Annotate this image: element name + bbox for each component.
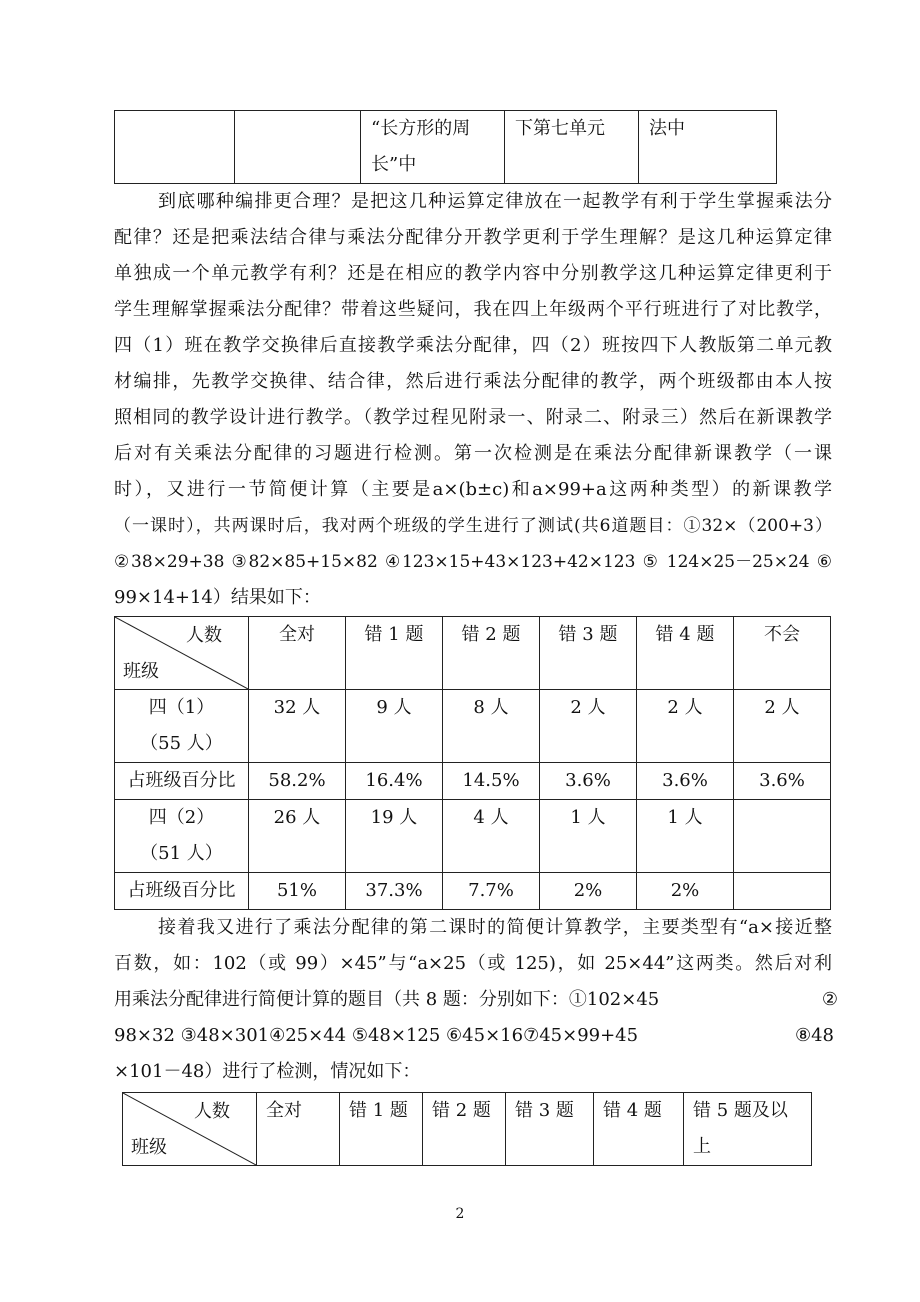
top-table-cell — [115, 111, 235, 184]
corner-bottom-label: 班级 — [123, 661, 159, 682]
column-header: 错 5 题及以上 — [684, 1093, 812, 1166]
text-line: 学生理解掌握乘法分配律？带着这些疑问，我在四上年级两个平行班进行了对比教学， — [114, 299, 832, 320]
text-line: 时），又进行一节简便计算（主要是a×(b±c)和a×99+a这两种类型）的新课教学 — [114, 479, 832, 500]
corner-top-label: 人数 — [186, 625, 222, 646]
text-line: 材编排，先教学交换律、结合律，然后进行乘法分配律的教学，两个班级都由本人按 — [114, 371, 832, 392]
table-cell: 3.6% — [637, 763, 734, 800]
table-row — [115, 873, 831, 910]
table-cell: 19 人 — [346, 800, 443, 873]
paragraph-2 — [114, 910, 838, 1090]
column-header: 不会 — [734, 617, 831, 690]
table-cell: 2% — [637, 873, 734, 910]
diagonal-header-cell — [115, 617, 249, 690]
column-header: 全对 — [249, 617, 346, 690]
results-table-1 — [114, 616, 831, 910]
diagonal-header-cell — [123, 1093, 257, 1166]
top-table-cell — [235, 111, 361, 184]
circled-mark: ② — [821, 989, 838, 1010]
table-row — [115, 763, 831, 800]
table-cell — [734, 800, 831, 873]
table-cell: 2 人 — [540, 690, 637, 763]
column-header: 错 3 题 — [540, 617, 637, 690]
table-cell: 3.6% — [540, 763, 637, 800]
table-row — [115, 800, 831, 873]
table-row — [115, 690, 831, 763]
page-number: 2 — [455, 1206, 465, 1222]
text-line: 后对有关乘法分配律的习题进行检测。第一次检测是在乘法分配律新课教学（一课 — [114, 443, 832, 464]
table-cell: 32 人 — [249, 690, 346, 763]
table-cell — [734, 873, 831, 910]
column-header: 错 2 题 — [423, 1093, 506, 1166]
text-line: 用乘法分配律进行简便计算的题目（共 8 题：分别如下：①102×45 ② — [114, 982, 832, 1018]
table-cell: 1 人 — [637, 800, 734, 873]
row-label: 占班级百分比 — [115, 763, 249, 800]
table-cell: 58.2% — [249, 763, 346, 800]
row-label: 占班级百分比 — [115, 873, 249, 910]
table-cell: 2% — [540, 873, 637, 910]
text-line: 接着我又进行了乘法分配律的第二课时的简便计算教学，主要类型有“a×接近整 — [158, 917, 832, 938]
table-header-row — [115, 617, 831, 690]
text-line: 99×14+14）结果如下： — [114, 587, 321, 608]
table-cell: 3.6% — [734, 763, 831, 800]
table-cell: 1 人 — [540, 800, 637, 873]
top-table-cell: 下第七单元 — [505, 111, 639, 184]
table-header-row — [123, 1093, 812, 1166]
column-header: 错 2 题 — [443, 617, 540, 690]
table-cell: 9 人 — [346, 690, 443, 763]
column-header: 错 4 题 — [637, 617, 734, 690]
column-header: 全对 — [257, 1093, 340, 1166]
table-cell: 2 人 — [637, 690, 734, 763]
text-line: 单独成一个单元教学有利？还是在相应的教学内容中分别教学这几种运算定律更利于 — [114, 263, 832, 284]
column-header: 错 1 题 — [340, 1093, 423, 1166]
table-cell: 26 人 — [249, 800, 346, 873]
table-cell: 14.5% — [443, 763, 540, 800]
text-line: 配律？还是把乘法结合律与乘法分配律分开教学更利于学生理解？是这几种运算定律 — [114, 227, 832, 248]
paragraph-1 — [114, 184, 832, 616]
table-cell: 37.3% — [346, 873, 443, 910]
row-label: 四（2） （51 人） — [115, 800, 249, 873]
table-cell: 2 人 — [734, 690, 831, 763]
column-header: 错 1 题 — [346, 617, 443, 690]
corner-top-label: 人数 — [194, 1101, 230, 1122]
circled-mark: ⑧48 — [794, 1025, 834, 1046]
results-table-2 — [122, 1092, 812, 1166]
text-line: 到底哪种编排更合理？是把这几种运算定律放在一起教学有利于学生掌握乘法分 — [158, 191, 832, 212]
text-line: （一课时），共两课时后，我对两个班级的学生进行了测试(共6道题目：①32×（200+3） — [114, 516, 832, 536]
corner-bottom-label: 班级 — [131, 1137, 167, 1158]
row-label: 四（1） （55 人） — [115, 690, 249, 763]
top-table-cell: 法中 — [639, 111, 777, 184]
text-line: 98×32 ③48×301④25×44 ⑤48×125 ⑥45×16⑦45×99+45 ⑧48 — [114, 1018, 832, 1054]
table-cell: 8 人 — [443, 690, 540, 763]
table-cell: 7.7% — [443, 873, 540, 910]
top-table — [114, 110, 777, 184]
column-header: 错 4 题 — [594, 1093, 684, 1166]
text-line: 四（1）班在教学交换律后直接教学乘法分配律，四（2）班按四下人教版第二单元教 — [114, 335, 832, 356]
table-cell: 4 人 — [443, 800, 540, 873]
table-cell: 16.4% — [346, 763, 443, 800]
text-line: 百数，如：102（或 99）×45”与“a×25（或 125)，如 25×44”这两类。然后对利 — [114, 953, 832, 974]
text-line: ×101－48）进行了检测，情况如下： — [114, 1061, 421, 1082]
table-cell: 51% — [249, 873, 346, 910]
top-table-cell: “长方形的周长”中 — [361, 111, 505, 184]
text-line: 照相同的教学设计进行教学。（教学过程见附录一、附录二、附录三）然后在新课教学 — [114, 407, 832, 428]
column-header: 错 3 题 — [506, 1093, 594, 1166]
text-line: ②38×29+38 ③82×85+15×82 ④123×15+43×123+42×123 ⑤ 124×25－25×24 ⑥ — [114, 552, 832, 572]
